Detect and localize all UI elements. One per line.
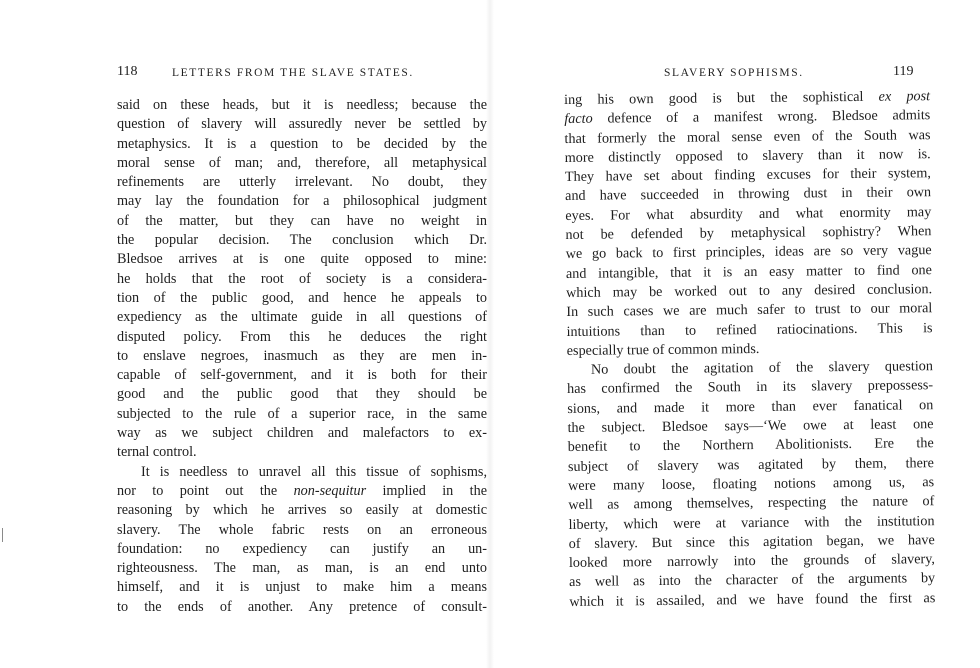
text-line: good and the public good that they should be: [117, 386, 487, 403]
text-line: may lay the foundation for a philosophical judgment: [117, 193, 487, 210]
text-line: looked more narrowly into the grounds of slavery,: [568, 551, 936, 572]
text-line: of slavery. But since this agitation began, we have: [568, 531, 935, 552]
text-line: well as among themselves, respecting the nature of: [568, 493, 935, 514]
left-page-number: 118: [117, 64, 138, 79]
right-page-text: [564, 87, 935, 612]
text-segment: implied in the: [366, 482, 488, 499]
text-line: capable of self-government, and it is both for their: [117, 367, 487, 384]
right-page: [490, 0, 980, 668]
text-line: subject of slavery was agitated by them, there: [567, 454, 934, 475]
text-line: subjected to the rule of a superior race, in the same: [117, 405, 487, 422]
text-line: question of slavery will assuredly never be settled by: [117, 116, 487, 133]
text-line: especially true of common minds.: [566, 340, 760, 359]
text-line: metaphysics. It is a question to be decided by the: [117, 135, 487, 152]
text-line: moral sense of man; and, therefore, all metaphysical: [117, 154, 487, 171]
text-line: not be defended by metaphysical sophistry? When: [565, 223, 932, 244]
text-segment: defence of a manifest wrong. Bledsoe admits: [592, 107, 931, 127]
text-line: which it is assailed, and we have found the first as: [569, 589, 936, 610]
text-line: to the ends of another. Any pretence of consult-: [117, 598, 487, 615]
text-line: he holds that the root of society is a considera-: [117, 270, 487, 287]
text-line: No doubt the agitation of the slavery question: [590, 358, 933, 378]
text-line: of the matter, but they can have no weight in: [117, 212, 487, 229]
italic-term: non-sequitur: [293, 482, 367, 499]
text-line: It is needless to unravel all this tissue of sophisms,: [141, 463, 487, 480]
text-line: foundation: no expediency can justify an un-: [117, 540, 487, 557]
text-line: reasoning by which he arrives so easily at domestic: [117, 502, 487, 519]
right-page-number: 119: [893, 64, 914, 79]
text-line: the popular decision. The conclusion which Dr.: [117, 232, 487, 249]
italic-term: ex post: [878, 88, 931, 105]
text-segment: ing his own good is but the sophistical: [564, 88, 879, 108]
text-line: intuitions than to refined ratiocinations. This is: [566, 319, 933, 340]
text-line: and intangible, that it is an easy matter to find one: [565, 261, 932, 282]
text-line: which may be worked out to any desired conclusion.: [566, 281, 933, 301]
text-segment: nor to point out the: [117, 482, 294, 499]
left-running-head: LETTERS FROM THE SLAVE STATES.: [172, 67, 414, 79]
text-line: righteousness. The man, as man, is an end unto: [117, 560, 487, 577]
left-page-text: [117, 96, 487, 617]
text-line: and have succeeded in throwing dust in their own: [565, 184, 932, 205]
text-line: disputed policy. From this he deduces the right: [117, 328, 487, 345]
text-line: more distinctly opposed to slavery than it now is.: [564, 146, 931, 166]
text-line: slavery. The whole fabric rests on an erroneous: [117, 521, 487, 538]
text-line: has confirmed the South in its slavery prepossess-: [567, 377, 934, 398]
text-line: tion of the public good, and hence he appeals to: [117, 289, 487, 306]
text-line: They have set about finding excuses for their system,: [564, 165, 931, 186]
text-line: ternal control.: [117, 444, 197, 461]
text-line: way as we subject children and malefactors to ex-: [117, 425, 487, 442]
text-line: sions, and made it more than ever fanatical on: [567, 396, 934, 417]
text-line: himself, and it is unjust to make him a means: [117, 579, 487, 596]
text-line: were many loose, floating notions among us, as: [568, 474, 935, 494]
text-line: eyes. For what absurdity and what enormity may: [565, 203, 932, 224]
text-line: benefit to the Northern Abolitionists. Ere the: [567, 435, 934, 456]
text-line: refinements are utterly irrelevant. No doubt, they: [117, 174, 487, 191]
italic-term: facto: [564, 110, 593, 128]
text-line: In such cases we are much safer to trust to our moral: [566, 300, 933, 321]
text-line: we go back to first principles, ideas are so very vague: [565, 242, 932, 263]
text-line: to enslave negroes, inasmuch as they are men in-: [117, 347, 487, 364]
text-line: the subject. Bledsoe says—‘We owe at least one: [567, 416, 934, 437]
text-line: expediency as the ultimate guide in all questions of: [117, 309, 487, 326]
text-line: as well as into the character of the arguments by: [569, 570, 936, 591]
text-line: [117, 482, 487, 501]
text-line: Bledsoe arrives at is one quite opposed to mine:: [117, 251, 487, 268]
text-line: liberty, which were at variance with the institution: [568, 512, 935, 533]
right-running-head: SLAVERY SOPHISMS.: [664, 67, 804, 79]
text-line: said on these heads, but it is needless; because the: [117, 97, 487, 113]
text-line: that formerly the moral sense even of the South was: [564, 126, 931, 147]
